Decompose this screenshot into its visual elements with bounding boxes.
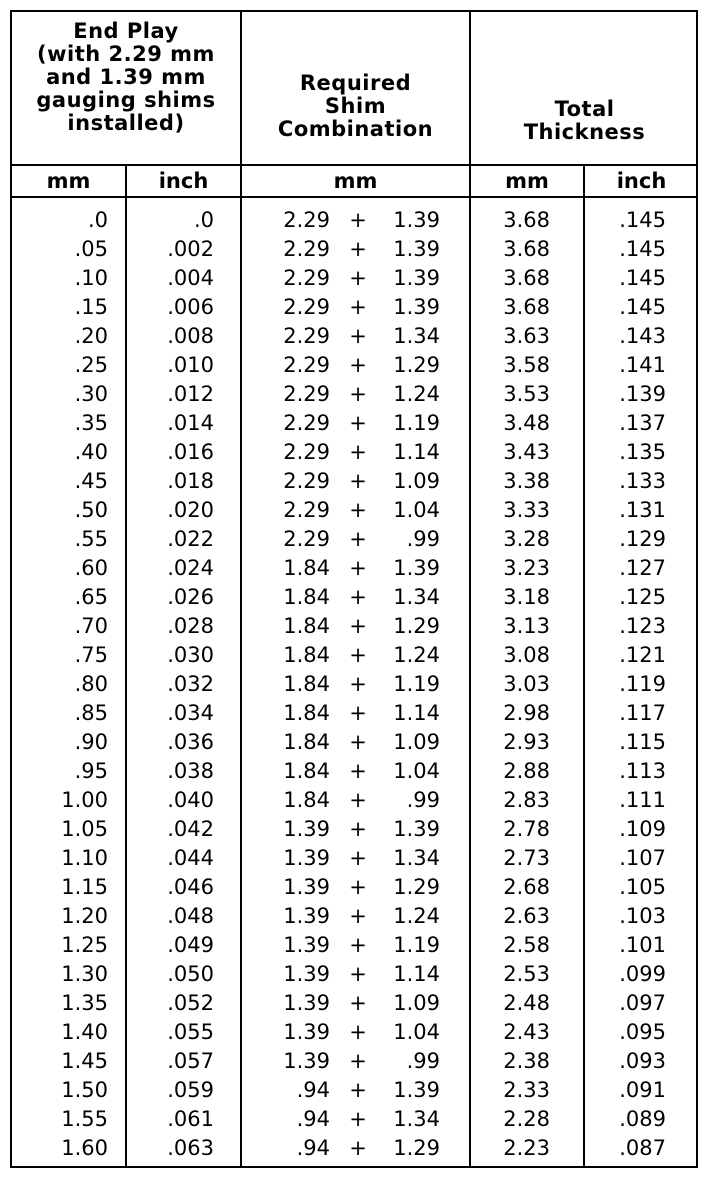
end-play-inch-cell: .048 bbox=[167, 904, 214, 928]
end-play-mm-cell: .15 bbox=[74, 295, 108, 319]
total-line-2: Thickness bbox=[523, 120, 646, 144]
end-play-line-5: installed) bbox=[67, 111, 185, 135]
shim-a-cell: 1.84 bbox=[283, 556, 330, 580]
end-play-inch-cell: .014 bbox=[167, 411, 214, 435]
end-play-inch-cell: .057 bbox=[167, 1049, 214, 1073]
table-row bbox=[0, 873, 700, 902]
total-inch-cell: .145 bbox=[619, 208, 666, 232]
end-play-inch-cell: .030 bbox=[167, 643, 214, 667]
total-inch-cell: .107 bbox=[619, 846, 666, 870]
end-play-mm-cell: 1.50 bbox=[61, 1078, 108, 1102]
shim-a-cell: 1.39 bbox=[283, 817, 330, 841]
shim-b-cell: 1.29 bbox=[393, 614, 440, 638]
end-play-inch-cell: .016 bbox=[167, 440, 214, 464]
total-inch-cell: .091 bbox=[619, 1078, 666, 1102]
total-inch-cell: .105 bbox=[619, 875, 666, 899]
table-row bbox=[0, 293, 700, 322]
table-row bbox=[0, 438, 700, 467]
plus-sign-cell: + bbox=[349, 1078, 367, 1102]
shim-a-cell: 1.39 bbox=[283, 933, 330, 957]
unit-inch-endplay: inch bbox=[158, 169, 209, 193]
shim-b-cell: 1.34 bbox=[393, 1107, 440, 1131]
shim-a-cell: 1.39 bbox=[283, 1020, 330, 1044]
end-play-inch-cell: .006 bbox=[167, 295, 214, 319]
plus-sign-cell: + bbox=[349, 266, 367, 290]
end-play-line-3: and 1.39 mm bbox=[46, 65, 206, 89]
end-play-mm-cell: 1.35 bbox=[61, 991, 108, 1015]
end-play-mm-cell: 1.05 bbox=[61, 817, 108, 841]
end-play-header bbox=[12, 20, 240, 135]
table-row bbox=[0, 815, 700, 844]
total-mm-cell: 2.38 bbox=[503, 1049, 550, 1073]
shim-a-cell: 1.84 bbox=[283, 788, 330, 812]
table-row bbox=[0, 1105, 700, 1134]
plus-sign-cell: + bbox=[349, 353, 367, 377]
total-inch-cell: .089 bbox=[619, 1107, 666, 1131]
table-row bbox=[0, 235, 700, 264]
total-mm-cell: 3.68 bbox=[503, 237, 550, 261]
plus-sign-cell: + bbox=[349, 411, 367, 435]
required-line-3: Combination bbox=[277, 117, 434, 141]
end-play-line-1: End Play bbox=[73, 19, 179, 43]
total-inch-cell: .143 bbox=[619, 324, 666, 348]
end-play-mm-cell: 1.30 bbox=[61, 962, 108, 986]
total-mm-cell: 3.33 bbox=[503, 498, 550, 522]
end-play-inch-cell: .059 bbox=[167, 1078, 214, 1102]
end-play-line-2: (with 2.29 mm bbox=[37, 42, 215, 66]
shim-a-cell: 2.29 bbox=[283, 266, 330, 290]
plus-sign-cell: + bbox=[349, 933, 367, 957]
plus-sign-cell: + bbox=[349, 875, 367, 899]
end-play-inch-cell: .0 bbox=[193, 208, 214, 232]
total-inch-cell: .117 bbox=[619, 701, 666, 725]
shim-b-cell: 1.14 bbox=[393, 962, 440, 986]
end-play-mm-cell: 1.60 bbox=[61, 1136, 108, 1160]
shim-a-cell: 2.29 bbox=[283, 498, 330, 522]
end-play-inch-cell: .063 bbox=[167, 1136, 214, 1160]
end-play-line-4: gauging shims bbox=[36, 88, 216, 112]
shim-a-cell: 1.84 bbox=[283, 701, 330, 725]
end-play-inch-cell: .036 bbox=[167, 730, 214, 754]
end-play-mm-cell: 1.45 bbox=[61, 1049, 108, 1073]
plus-sign-cell: + bbox=[349, 208, 367, 232]
end-play-mm-cell: .85 bbox=[74, 701, 108, 725]
total-mm-cell: 2.48 bbox=[503, 991, 550, 1015]
shim-b-cell: 1.14 bbox=[393, 440, 440, 464]
plus-sign-cell: + bbox=[349, 382, 367, 406]
table-row bbox=[0, 264, 700, 293]
plus-sign-cell: + bbox=[349, 701, 367, 725]
table-row bbox=[0, 641, 700, 670]
end-play-inch-cell: .012 bbox=[167, 382, 214, 406]
shim-b-cell: 1.34 bbox=[393, 324, 440, 348]
shim-a-cell: 2.29 bbox=[283, 382, 330, 406]
total-mm-cell: 2.63 bbox=[503, 904, 550, 928]
table-row bbox=[0, 1047, 700, 1076]
table-row bbox=[0, 960, 700, 989]
shim-a-cell: 1.84 bbox=[283, 672, 330, 696]
end-play-mm-cell: .20 bbox=[74, 324, 108, 348]
table-row bbox=[0, 525, 700, 554]
end-play-mm-cell: .90 bbox=[74, 730, 108, 754]
table-row bbox=[0, 699, 700, 728]
total-mm-cell: 3.23 bbox=[503, 556, 550, 580]
table-row bbox=[0, 902, 700, 931]
total-mm-cell: 2.88 bbox=[503, 759, 550, 783]
end-play-inch-cell: .018 bbox=[167, 469, 214, 493]
end-play-mm-cell: 1.40 bbox=[61, 1020, 108, 1044]
total-inch-cell: .093 bbox=[619, 1049, 666, 1073]
table-row bbox=[0, 1076, 700, 1105]
table-row bbox=[0, 554, 700, 583]
shim-b-cell: 1.04 bbox=[393, 498, 440, 522]
total-mm-cell: 2.53 bbox=[503, 962, 550, 986]
end-play-mm-cell: .0 bbox=[87, 208, 108, 232]
total-inch-cell: .145 bbox=[619, 295, 666, 319]
plus-sign-cell: + bbox=[349, 1136, 367, 1160]
end-play-inch-cell: .038 bbox=[167, 759, 214, 783]
end-play-mm-cell: 1.10 bbox=[61, 846, 108, 870]
table-row bbox=[0, 757, 700, 786]
shim-a-cell: 1.84 bbox=[283, 730, 330, 754]
shim-b-cell: 1.09 bbox=[393, 469, 440, 493]
shim-b-cell: 1.29 bbox=[393, 1136, 440, 1160]
end-play-mm-cell: 1.20 bbox=[61, 904, 108, 928]
shim-a-cell: 1.39 bbox=[283, 991, 330, 1015]
end-play-inch-cell: .002 bbox=[167, 237, 214, 261]
end-play-mm-cell: .45 bbox=[74, 469, 108, 493]
end-play-mm-cell: .60 bbox=[74, 556, 108, 580]
end-play-mm-cell: 1.25 bbox=[61, 933, 108, 957]
total-inch-cell: .111 bbox=[619, 788, 666, 812]
shim-b-cell: .99 bbox=[406, 1049, 440, 1073]
table-row bbox=[0, 989, 700, 1018]
end-play-mm-cell: .55 bbox=[74, 527, 108, 551]
required-shim-header bbox=[242, 72, 469, 141]
table-row bbox=[0, 786, 700, 815]
table-row bbox=[0, 844, 700, 873]
shim-b-cell: 1.39 bbox=[393, 237, 440, 261]
shim-b-cell: 1.29 bbox=[393, 875, 440, 899]
total-inch-cell: .141 bbox=[619, 353, 666, 377]
plus-sign-cell: + bbox=[349, 962, 367, 986]
shim-a-cell: 1.84 bbox=[283, 585, 330, 609]
shim-a-cell: 1.84 bbox=[283, 643, 330, 667]
end-play-inch-cell: .061 bbox=[167, 1107, 214, 1131]
shim-a-cell: 2.29 bbox=[283, 469, 330, 493]
plus-sign-cell: + bbox=[349, 469, 367, 493]
total-mm-cell: 3.58 bbox=[503, 353, 550, 377]
total-line-1: Total bbox=[554, 97, 615, 121]
total-inch-cell: .097 bbox=[619, 991, 666, 1015]
table-row bbox=[0, 670, 700, 699]
total-inch-cell: .145 bbox=[619, 266, 666, 290]
shim-a-cell: 1.39 bbox=[283, 962, 330, 986]
end-play-mm-cell: .25 bbox=[74, 353, 108, 377]
shim-a-cell: .94 bbox=[296, 1107, 330, 1131]
total-mm-cell: 3.28 bbox=[503, 527, 550, 551]
plus-sign-cell: + bbox=[349, 324, 367, 348]
shim-a-cell: 2.29 bbox=[283, 295, 330, 319]
end-play-mm-cell: .30 bbox=[74, 382, 108, 406]
total-mm-cell: 2.28 bbox=[503, 1107, 550, 1131]
end-play-inch-cell: .052 bbox=[167, 991, 214, 1015]
total-mm-cell: 3.43 bbox=[503, 440, 550, 464]
shim-b-cell: 1.39 bbox=[393, 1078, 440, 1102]
shim-b-cell: 1.19 bbox=[393, 672, 440, 696]
plus-sign-cell: + bbox=[349, 846, 367, 870]
total-inch-cell: .123 bbox=[619, 614, 666, 638]
shim-b-cell: 1.29 bbox=[393, 353, 440, 377]
shim-b-cell: 1.39 bbox=[393, 295, 440, 319]
end-play-inch-cell: .040 bbox=[167, 788, 214, 812]
shim-b-cell: 1.04 bbox=[393, 1020, 440, 1044]
shim-a-cell: 1.39 bbox=[283, 846, 330, 870]
plus-sign-cell: + bbox=[349, 440, 367, 464]
total-mm-cell: 2.33 bbox=[503, 1078, 550, 1102]
total-mm-cell: 3.53 bbox=[503, 382, 550, 406]
end-play-mm-cell: .75 bbox=[74, 643, 108, 667]
table-row bbox=[0, 351, 700, 380]
shim-a-cell: .94 bbox=[296, 1078, 330, 1102]
table-row bbox=[0, 931, 700, 960]
shim-b-cell: 1.34 bbox=[393, 585, 440, 609]
table-row bbox=[0, 1134, 700, 1163]
total-mm-cell: 2.23 bbox=[503, 1136, 550, 1160]
total-mm-cell: 3.38 bbox=[503, 469, 550, 493]
shim-b-cell: 1.39 bbox=[393, 266, 440, 290]
plus-sign-cell: + bbox=[349, 643, 367, 667]
total-mm-cell: 3.18 bbox=[503, 585, 550, 609]
total-inch-cell: .135 bbox=[619, 440, 666, 464]
shim-b-cell: 1.19 bbox=[393, 411, 440, 435]
table-row bbox=[0, 728, 700, 757]
end-play-mm-cell: .95 bbox=[74, 759, 108, 783]
end-play-inch-cell: .004 bbox=[167, 266, 214, 290]
shim-b-cell: 1.09 bbox=[393, 730, 440, 754]
plus-sign-cell: + bbox=[349, 759, 367, 783]
total-inch-cell: .115 bbox=[619, 730, 666, 754]
end-play-inch-cell: .042 bbox=[167, 817, 214, 841]
total-mm-cell: 2.93 bbox=[503, 730, 550, 754]
total-inch-cell: .125 bbox=[619, 585, 666, 609]
total-inch-cell: .127 bbox=[619, 556, 666, 580]
plus-sign-cell: + bbox=[349, 1049, 367, 1073]
end-play-mm-cell: 1.15 bbox=[61, 875, 108, 899]
shim-a-cell: 2.29 bbox=[283, 237, 330, 261]
end-play-inch-cell: .010 bbox=[167, 353, 214, 377]
total-inch-cell: .103 bbox=[619, 904, 666, 928]
total-inch-cell: .109 bbox=[619, 817, 666, 841]
end-play-mm-cell: .80 bbox=[74, 672, 108, 696]
shim-a-cell: 2.29 bbox=[283, 411, 330, 435]
shim-a-cell: 1.39 bbox=[283, 1049, 330, 1073]
shim-a-cell: 1.39 bbox=[283, 904, 330, 928]
total-inch-cell: .139 bbox=[619, 382, 666, 406]
shim-a-cell: 2.29 bbox=[283, 208, 330, 232]
shim-a-cell: 2.29 bbox=[283, 527, 330, 551]
shim-b-cell: .99 bbox=[406, 788, 440, 812]
total-mm-cell: 3.68 bbox=[503, 295, 550, 319]
unit-mm-total: mm bbox=[505, 169, 549, 193]
end-play-inch-cell: .049 bbox=[167, 933, 214, 957]
total-inch-cell: .095 bbox=[619, 1020, 666, 1044]
table-row bbox=[0, 409, 700, 438]
plus-sign-cell: + bbox=[349, 527, 367, 551]
plus-sign-cell: + bbox=[349, 1020, 367, 1044]
plus-sign-cell: + bbox=[349, 788, 367, 812]
end-play-mm-cell: .40 bbox=[74, 440, 108, 464]
shim-b-cell: 1.14 bbox=[393, 701, 440, 725]
table-row bbox=[0, 322, 700, 351]
plus-sign-cell: + bbox=[349, 295, 367, 319]
plus-sign-cell: + bbox=[349, 730, 367, 754]
end-play-mm-cell: 1.55 bbox=[61, 1107, 108, 1131]
plus-sign-cell: + bbox=[349, 904, 367, 928]
total-inch-cell: .133 bbox=[619, 469, 666, 493]
end-play-mm-cell: .50 bbox=[74, 498, 108, 522]
shim-a-cell: 2.29 bbox=[283, 324, 330, 348]
end-play-inch-cell: .008 bbox=[167, 324, 214, 348]
total-mm-cell: 2.83 bbox=[503, 788, 550, 812]
total-mm-cell: 3.63 bbox=[503, 324, 550, 348]
shim-b-cell: 1.39 bbox=[393, 208, 440, 232]
end-play-inch-cell: .028 bbox=[167, 614, 214, 638]
end-play-inch-cell: .020 bbox=[167, 498, 214, 522]
end-play-inch-cell: .032 bbox=[167, 672, 214, 696]
total-inch-cell: .145 bbox=[619, 237, 666, 261]
unit-mm-required: mm bbox=[333, 169, 378, 193]
shim-b-cell: 1.39 bbox=[393, 817, 440, 841]
table-row bbox=[0, 583, 700, 612]
end-play-inch-cell: .046 bbox=[167, 875, 214, 899]
end-play-mm-cell: .35 bbox=[74, 411, 108, 435]
plus-sign-cell: + bbox=[349, 614, 367, 638]
end-play-inch-cell: .055 bbox=[167, 1020, 214, 1044]
table-row bbox=[0, 380, 700, 409]
total-inch-cell: .099 bbox=[619, 962, 666, 986]
end-play-mm-cell: .70 bbox=[74, 614, 108, 638]
total-mm-cell: 3.68 bbox=[503, 208, 550, 232]
end-play-mm-cell: .05 bbox=[74, 237, 108, 261]
end-play-inch-cell: .024 bbox=[167, 556, 214, 580]
end-play-mm-cell: .10 bbox=[74, 266, 108, 290]
total-inch-cell: .137 bbox=[619, 411, 666, 435]
shim-a-cell: .94 bbox=[296, 1136, 330, 1160]
total-inch-cell: .113 bbox=[619, 759, 666, 783]
total-mm-cell: 2.68 bbox=[503, 875, 550, 899]
total-mm-cell: 3.13 bbox=[503, 614, 550, 638]
total-mm-cell: 3.08 bbox=[503, 643, 550, 667]
total-inch-cell: .129 bbox=[619, 527, 666, 551]
shim-b-cell: 1.19 bbox=[393, 933, 440, 957]
total-mm-cell: 3.48 bbox=[503, 411, 550, 435]
unit-mm-endplay: mm bbox=[46, 169, 91, 193]
end-play-inch-cell: .026 bbox=[167, 585, 214, 609]
end-play-inch-cell: .022 bbox=[167, 527, 214, 551]
end-play-mm-cell: 1.00 bbox=[61, 788, 108, 812]
shim-a-cell: 1.84 bbox=[283, 759, 330, 783]
table-row bbox=[0, 206, 700, 235]
end-play-inch-cell: .044 bbox=[167, 846, 214, 870]
total-mm-cell: 2.98 bbox=[503, 701, 550, 725]
plus-sign-cell: + bbox=[349, 991, 367, 1015]
plus-sign-cell: + bbox=[349, 817, 367, 841]
plus-sign-cell: + bbox=[349, 556, 367, 580]
unit-inch-total: inch bbox=[616, 169, 667, 193]
end-play-inch-cell: .034 bbox=[167, 701, 214, 725]
plus-sign-cell: + bbox=[349, 585, 367, 609]
end-play-inch-cell: .050 bbox=[167, 962, 214, 986]
table-body bbox=[0, 206, 700, 1163]
total-inch-cell: .101 bbox=[619, 933, 666, 957]
shim-b-cell: 1.24 bbox=[393, 904, 440, 928]
required-line-2: Shim bbox=[324, 94, 387, 118]
shim-b-cell: 1.34 bbox=[393, 846, 440, 870]
total-thickness-header bbox=[471, 98, 698, 144]
end-play-mm-cell: .65 bbox=[74, 585, 108, 609]
table-row bbox=[0, 496, 700, 525]
table-row bbox=[0, 467, 700, 496]
plus-sign-cell: + bbox=[349, 1107, 367, 1131]
shim-a-cell: 1.84 bbox=[283, 614, 330, 638]
plus-sign-cell: + bbox=[349, 672, 367, 696]
shim-b-cell: 1.24 bbox=[393, 382, 440, 406]
total-mm-cell: 2.43 bbox=[503, 1020, 550, 1044]
shim-b-cell: 1.09 bbox=[393, 991, 440, 1015]
shim-a-cell: 2.29 bbox=[283, 353, 330, 377]
plus-sign-cell: + bbox=[349, 498, 367, 522]
total-inch-cell: .131 bbox=[619, 498, 666, 522]
shim-b-cell: 1.24 bbox=[393, 643, 440, 667]
total-mm-cell: 3.68 bbox=[503, 266, 550, 290]
total-inch-cell: .119 bbox=[619, 672, 666, 696]
shim-b-cell: .99 bbox=[406, 527, 440, 551]
total-inch-cell: .121 bbox=[619, 643, 666, 667]
units-rule bbox=[10, 196, 698, 198]
shim-a-cell: 2.29 bbox=[283, 440, 330, 464]
table-row bbox=[0, 612, 700, 641]
table-row bbox=[0, 1018, 700, 1047]
required-line-1: Required bbox=[299, 71, 412, 95]
total-mm-cell: 2.58 bbox=[503, 933, 550, 957]
total-mm-cell: 2.78 bbox=[503, 817, 550, 841]
shim-a-cell: 1.39 bbox=[283, 875, 330, 899]
plus-sign-cell: + bbox=[349, 237, 367, 261]
shim-b-cell: 1.39 bbox=[393, 556, 440, 580]
header-rule bbox=[10, 164, 698, 166]
total-mm-cell: 3.03 bbox=[503, 672, 550, 696]
total-inch-cell: .087 bbox=[619, 1136, 666, 1160]
shim-b-cell: 1.04 bbox=[393, 759, 440, 783]
total-mm-cell: 2.73 bbox=[503, 846, 550, 870]
